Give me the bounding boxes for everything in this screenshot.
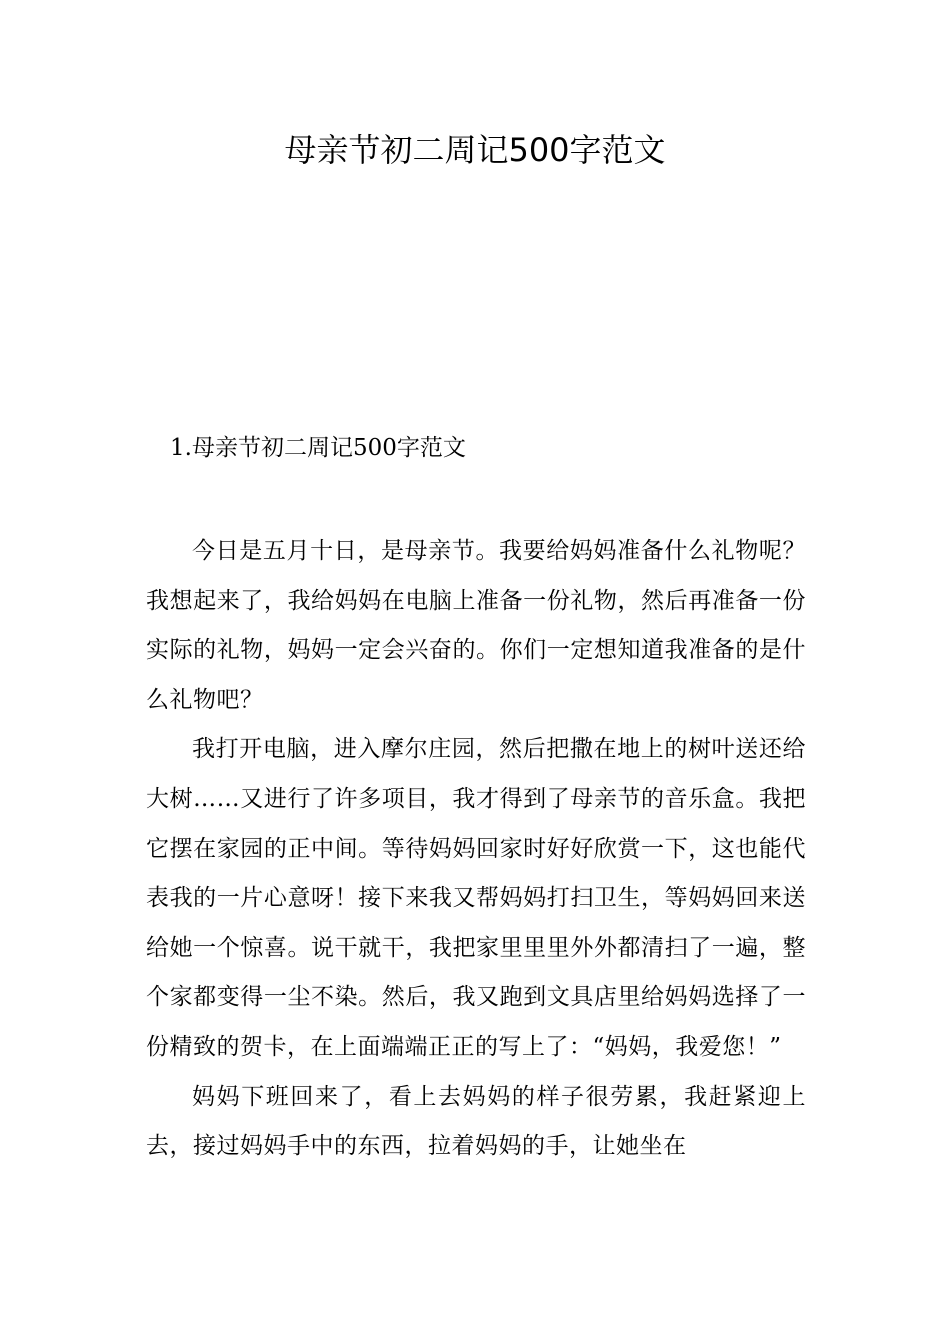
section-heading: 1.母亲节初二周记500字范文 [170, 435, 466, 461]
body-text [146, 527, 806, 1172]
paragraph-3: 妈妈下班回来了，看上去妈妈的样子很劳累，我赶紧迎上去，接过妈妈手中的东西，拉着妈妈的手，让她坐在 [146, 1083, 806, 1160]
paragraph-1: 今日是五月十日，是母亲节。我要给妈妈准备什么礼物呢？我想起来了，我给妈妈在电脑上准备一份礼物，然后再准备一份实际的礼物，妈妈一定会兴奋的。你们一定想知道我准备的是什么礼物吧？ [146, 538, 806, 713]
document-title: 母亲节初二周记500字范文 [284, 131, 666, 169]
paragraph-2: 我打开电脑，进入摩尔庄园，然后把撒在地上的树叶送还给大树……又进行了许多项目，我才得到了母亲节的音乐盒。我把它摆在家园的正中间。等待妈妈回家时好好欣赏一下，这也能代表我的一片心意呀！接下来我又帮妈妈打扫卫生，等妈妈回来送给她一个惊喜。说干就干，我把家里里里外外都清扫了一遍，整个家都变得一尘不染。然后，我又跑到文具店里给妈妈选择了一份精致的贺卡，在上面端端正正的写上了：“妈妈，我爱您！” [146, 736, 806, 1060]
